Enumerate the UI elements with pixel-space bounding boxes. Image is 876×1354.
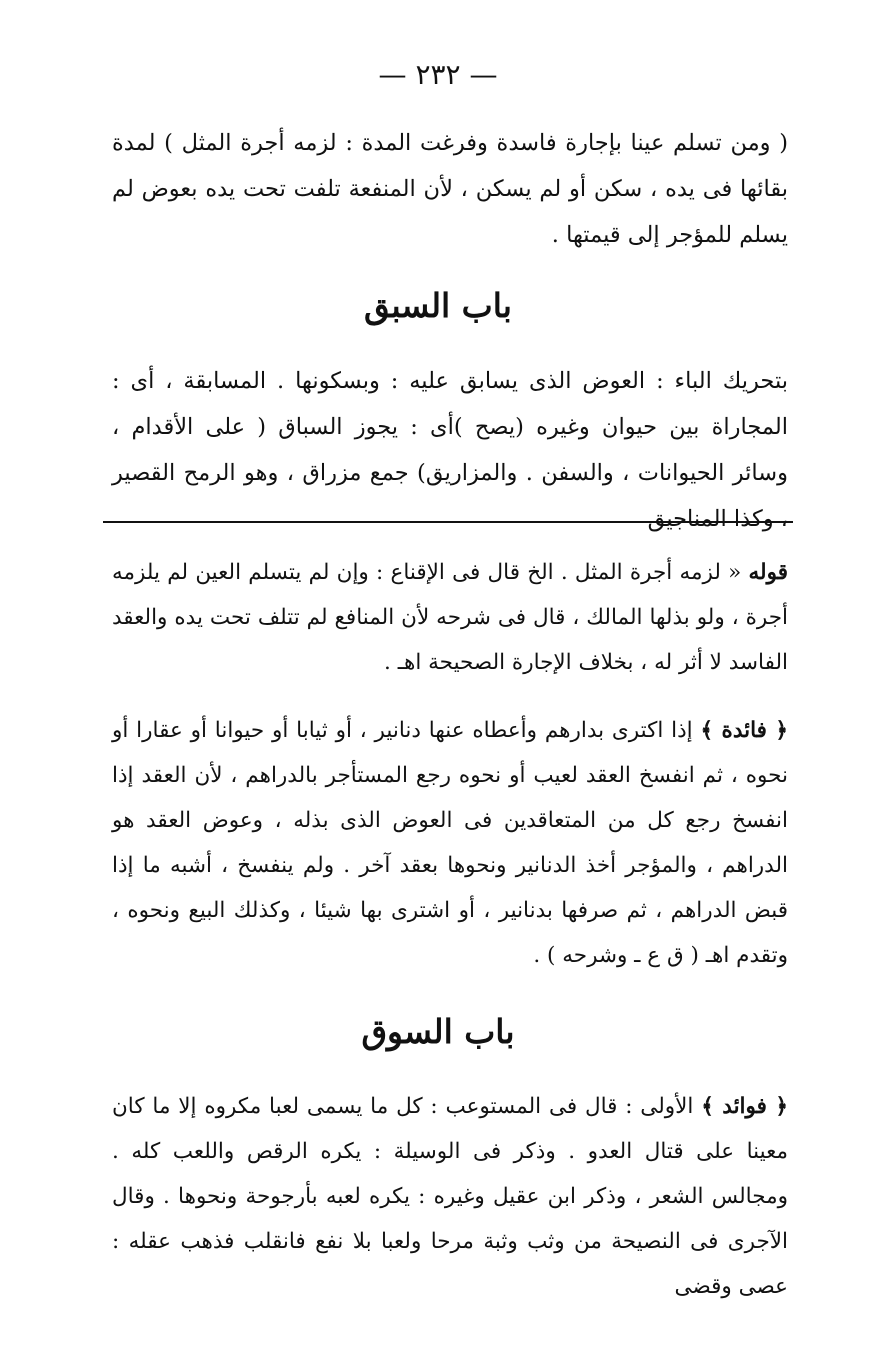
sabq-text: بتحريك الباء : العوض الذى يسابق عليه : وبسكونها . المسابقة ، أى : المجاراة بين حيوان وغيره (يصح )أى : يجوز السباق ( على الأقدام ، وسائر الحيوانات ، والسفن . والمزاريق) جمع مزراق ، وهو الرمح القصير ، وكذا المناجيق bbox=[112, 368, 788, 532]
footnote-text bbox=[112, 708, 788, 978]
footnote-body: الأولى : قال فى المستوعب : كل ما يسمى لعبا مكروه إلا ما كان معينا على قتال العدو . وذكر فى الوسيلة : يكره الرقص واللعب كله . ومجالس الشعر ، وذكر ابن عقيل وغيره : يكره لعبه بأرجوحة ونحوها . وقال الآجرى فى النصيحة من وثب وثبة مرحا ولعبا بلا نفع فانقلب فذهب عقله : عصى وقضى bbox=[112, 1094, 788, 1299]
footnote-divider bbox=[103, 521, 793, 523]
chapter-title-sabq: باب السبق bbox=[364, 286, 512, 325]
footnote-text bbox=[112, 1084, 788, 1309]
opening-text: ( ومن تسلم عينا بإجارة فاسدة وفرغت المدة : لزمه أجرة المثل ) لمدة بقائها فى يده ، سكن أو لم يسكن ، لأن المنفعة تلفت تحت يده بعوض لم يسلم للمؤجر إلى قيمتها . bbox=[112, 130, 788, 248]
footnote-ajrat-al-mithl bbox=[112, 550, 788, 685]
footnote-faida bbox=[112, 708, 788, 978]
footnote-fawaid bbox=[112, 1084, 788, 1309]
chapter-title-souq: باب السوق bbox=[361, 1012, 515, 1051]
footnote-body: إذا اكترى بدارهم وأعطاه عنها دنانير ، أو ثيابا أو حيوانا أو عقارا أو نحوه ، ثم انفسخ العقد لعيب أو نحوه رجع المستأجر بالدراهم ، لأن العقد إذا انفسخ رجع كل من المتعاقدين فى العوض الذى بذله ، وعوض العقد هو الدراهم ، والمؤجر أخذ الدنانير ونحوها بعقد آخر . ولم ينفسخ ، أشبه ما إذا قبض الدراهم ، ثم صرفها بدنانير ، أو اشترى بها شيئا ، وكذلك البيع ونحوه ، وتقدم اهـ ( ق ع ـ وشرحه ) . bbox=[112, 718, 788, 968]
sabq-paragraph bbox=[112, 358, 788, 542]
footnote-body: « لزمه أجرة المثل . الخ قال فى الإقناع : وإن لم يتسلم العين لم يلزمه أجرة ، ولو بذلها المالك ، قال فى شرحه لأن المنافع لم تتلف تحت يده والعقد الفاسد لا أثر له ، بخلاف الإجارة الصحيحة اهـ . bbox=[112, 560, 788, 675]
footnote-text bbox=[112, 550, 788, 685]
page-number: — ٢٣٢ — bbox=[378, 58, 498, 91]
footnote-lead: ﴿ فوائد ﴾ bbox=[701, 1094, 788, 1119]
footnote-lead: قوله bbox=[748, 560, 788, 585]
opening-paragraph bbox=[112, 120, 788, 258]
footnote-lead: ﴿ فائدة ﴾ bbox=[700, 718, 788, 743]
